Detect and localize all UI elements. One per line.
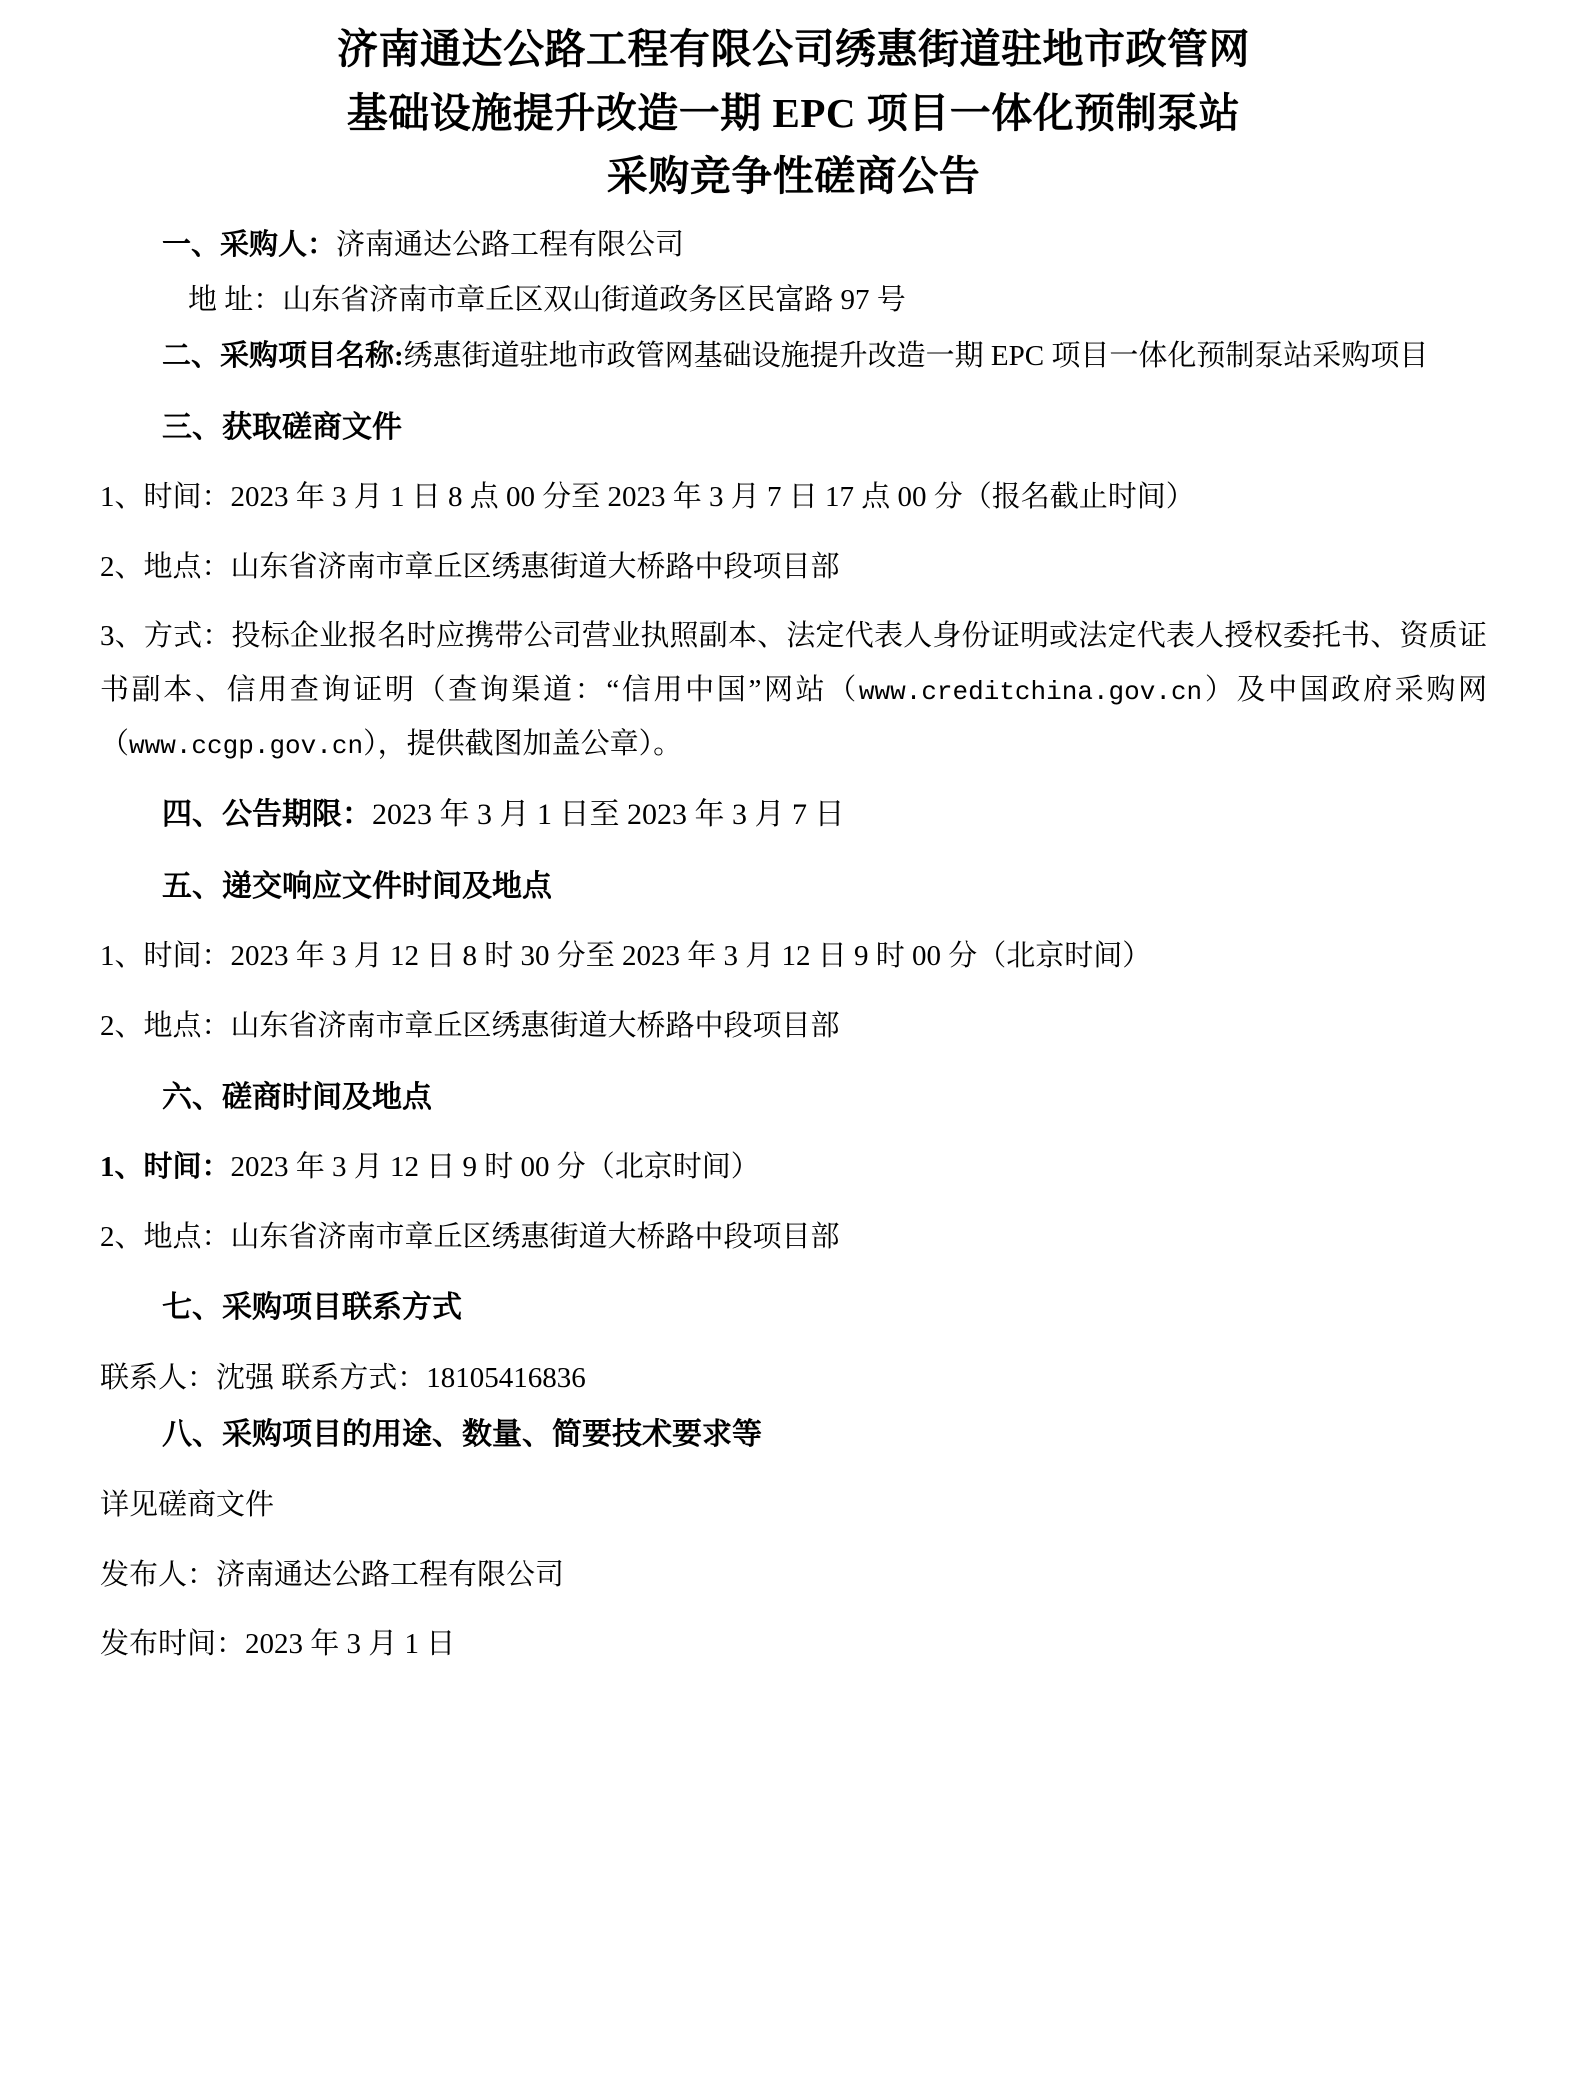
ccgp-url: www.ccgp.gov.cn [129, 730, 364, 761]
document-body [100, 219, 1487, 1672]
section-negotiation-place: 2、地点：山东省济南市章丘区绣惠街道大桥路中段项目部 [100, 1220, 840, 1253]
section-address [100, 274, 1487, 328]
publisher: 发布人：济南通达公路工程有限公司 [100, 1558, 565, 1591]
method-text-b: ）及中国政府采购网（ [100, 673, 1487, 760]
section-project-name-value: 绣惠街道驻地市政管网基础设施提升改造一期 EPC 项目一体化预制泵站采购项目 [403, 339, 1429, 372]
publish-time: 发布时间：2023 年 3 月 1 日 [100, 1628, 456, 1661]
section-submit-place: 2、地点：山东省济南市章丘区绣惠街道大桥路中段项目部 [100, 1009, 840, 1042]
section-get-documents-time: 1、时间：2023 年 3 月 1 日 8 点 00 分至 2023 年 3 月 7 日 17 点 00 分（报名截止时间） [100, 481, 1195, 514]
section-get-documents-place: 2、地点：山东省济南市章丘区绣惠街道大桥路中段项目部 [100, 550, 840, 583]
section-get-documents-heading: 三、获取磋商文件 [162, 410, 402, 444]
page-title-line-3: 采购竞争性磋商公告 [606, 153, 981, 200]
page-title-line-2: 基础设施提升改造一期 EPC 项目一体化预制泵站 [346, 89, 1241, 136]
section-contact-heading: 七、采购项目联系方式 [162, 1291, 462, 1325]
section-requirements-value: 详见磋商文件 [100, 1488, 275, 1521]
section-contact-info: 联系人：沈强 联系方式：18105416836 [100, 1361, 586, 1394]
section-announcement-period-value: 2023 年 3 月 1 日至 2023 年 3 月 7 日 [372, 798, 845, 832]
creditchina-url: www.creditchina.gov.cn [858, 676, 1203, 707]
section-negotiation-time [100, 1141, 1487, 1195]
section-purchaser [100, 219, 1487, 273]
section-submit-time: 1、时间：2023 年 3 月 12 日 8 时 30 分至 2023 年 3 月 12 日 9 时 00 分（北京时间） [100, 940, 1152, 973]
section-purchaser-value: 济南通达公路工程有限公司 [336, 228, 685, 261]
section-address-value: 山东省济南市章丘区双山街道政务区民富路 97 号 [282, 284, 906, 317]
page-title-line-1: 济南通达公路工程有限公司绣惠街道驻地市政管网 [337, 26, 1250, 72]
section-announcement-period-label: 四、公告期限： [162, 798, 372, 832]
page-title [100, 18, 1487, 209]
section-negotiation-time-label: 1、时间： [100, 1151, 231, 1184]
section-get-documents-method [100, 610, 1487, 771]
section-project-name [100, 330, 1487, 384]
section-negotiation-heading: 六、磋商时间及地点 [162, 1080, 432, 1114]
method-text-c: ），提供截图加盖公章）。 [363, 727, 683, 760]
section-announcement-period [100, 787, 1487, 843]
section-negotiation-time-value: 2023 年 3 月 12 日 9 时 00 分（北京时间） [230, 1151, 760, 1184]
section-requirements-heading: 八、采购项目的用途、数量、简要技术要求等 [162, 1418, 762, 1452]
method-text-a: 3、方式：投标企业报名时应携带公司营业执照副本、法定代表人身份证明或法定代表人授权委托书、资质证书副本、信用查询证明（查询渠道：“信用中国”网站（ [100, 620, 1487, 706]
section-submit-heading: 五、递交响应文件时间及地点 [162, 869, 552, 903]
section-purchaser-label: 一、采购人： [162, 228, 337, 261]
section-address-label: 地 址： [188, 284, 283, 317]
section-project-name-label: 二、采购项目名称: [162, 339, 404, 372]
